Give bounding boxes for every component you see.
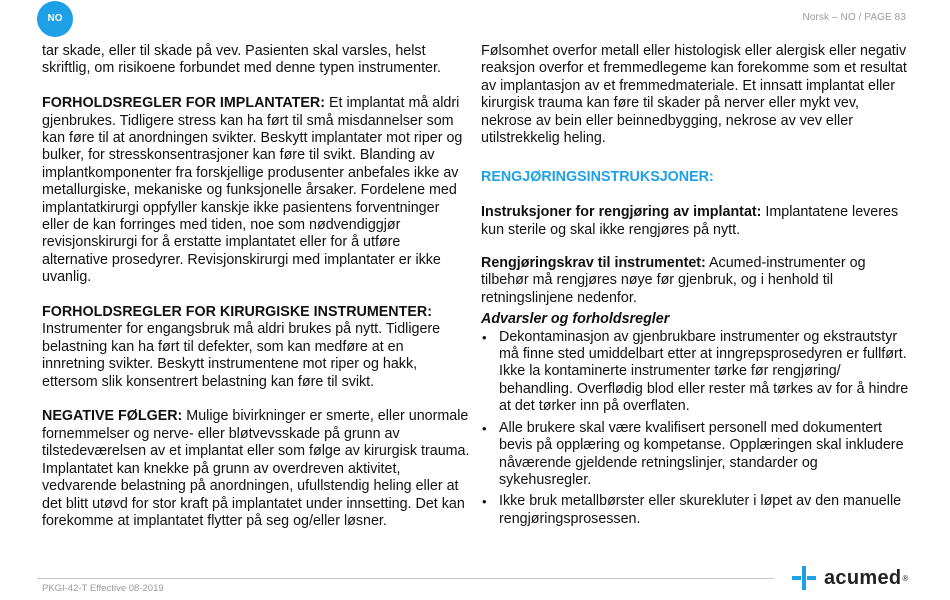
instruments-precautions-heading: FORHOLDSREGLER FOR KIRURGISKE INSTRUMENTER:: [42, 304, 432, 321]
list-item: [481, 493, 911, 528]
list-item: [481, 420, 911, 490]
left-column: [42, 43, 470, 530]
footer-divider: [37, 578, 774, 579]
registered-mark: ®: [902, 573, 909, 583]
acumed-logo: [792, 563, 908, 593]
logo-wordmark: acumed: [824, 566, 902, 589]
warnings-heading: Advarsler og forholdsregler: [481, 311, 670, 328]
instrument-cleaning-paragraph: [481, 255, 911, 307]
implants-precautions-body: Et implantat må aldri gjenbrukes. Tidligere stress kan ha ført til små misdannelser som kan føre til at anordningen svikter. Beskytt implantater mot riper og bulker, for stresskonsentrasjoner kan føre til svikt. Blanding av implantkomponenter fra forskjellige produsenter anbefales ikke av metallurgiske, mekaniske og funksjonelle årsaker. Fordelene med implantatkirurgi oppfyller kanskje ikke pasientens forventninger eller de kan forringes med tiden, noe som nødvendiggjør revisjonskirurgi for å erstatte implantatet eller for å utføre alternative prosedyrer. Revisjonskirurgi med implantater er ikke uvanlig.: [42, 95, 463, 286]
implants-precautions-paragraph: [42, 95, 470, 286]
warnings-list: [481, 329, 911, 528]
implant-cleaning-body: Implantatene leveres kun sterile og skal ikke rengjøres på nytt.: [481, 204, 899, 238]
instruments-precautions-body: Instrumenter for engangsbruk må aldri brukes på nytt. Tidligere belastning kan ha ført til defekter, som kan medføre at en innretning svikter. Beskytt instrumentene mot riper og hakk, ettersom slik konsentrert belastning kan føre til svikt.: [42, 321, 441, 390]
list-item-text: Alle brukere skal være kvalifisert personell med dokumentert bevis på opplæring og kompetanse. Opplæringen skal inkludere nåværende gjeldende retningslinjer, standarder og sykehusregler.: [499, 419, 904, 488]
list-item-text: Ikke bruk metallbørster eller skurekluter i løpet av den manuelle rengjøringsprosessen.: [499, 493, 902, 527]
document-code: PKGI-42-T Effective 08-2019: [42, 583, 164, 594]
plus-logo-icon: [792, 566, 816, 590]
bullet-icon: •: [482, 329, 487, 345]
implant-cleaning-paragraph: [481, 204, 911, 239]
right-column: [481, 43, 911, 532]
language-badge: NO: [37, 1, 73, 37]
page-reference: Norsk – NO / PAGE 83: [802, 12, 906, 23]
implant-cleaning-heading: Instruksjoner for rengjøring av implantat:: [481, 204, 762, 221]
list-item: [481, 329, 911, 416]
instruments-precautions-paragraph: [42, 304, 470, 391]
bullet-icon: •: [482, 420, 487, 436]
negative-effects-paragraph: [42, 408, 470, 530]
bullet-icon: •: [482, 494, 487, 510]
implants-precautions-heading: FORHOLDSREGLER FOR IMPLANTATER:: [42, 95, 326, 112]
negative-effects-body: Mulige bivirkninger er smerte, eller unormale fornemmelser og nerve- eller bløtvevsskade på grunn av tilstedeværelsen av et implantat eller som følge av kirurgisk trauma. Implantatet kan knekke på grunn av overdreven aktivitet, vedvarende belastning på anordningen, ufullstendig heling eller at det blitt utøvd for stor kraft på implantatet under innsetting. Det kan forekomme at implantatet flytter på seg og/eller løsner.: [42, 408, 470, 529]
instrument-cleaning-heading: Rengjøringskrav til instrumentet:: [481, 255, 706, 272]
list-item-text: Dekontaminasjon av gjenbrukbare instrumenter og ekstrautstyr må finne sted umiddelbart etter at inngrepsprosedyren er fullført. Ikke la kontaminerte instrumenter tørke før rengjøring/ behandling. Overflødig blod eller rester må tørkes av for å hindre at det tørker inn på overflaten.: [499, 328, 909, 415]
sensitivity-paragraph: Følsomhet overfor metall eller histologisk eller alergisk eller negativ reaksjon overfor et fremmedlegeme kan forekomme som et resultat av implantasjon av et fremmedmateriale. Et innsatt implantat eller kirurgisk trauma kan føre til skader på nerver eller mykt vev, nekrose av bein eller beinnedbygging, nekrose av vev eller utilstrekkelig heling.: [481, 43, 907, 147]
instrument-cleaning-body: Acumed-instrumenter og tilbehør må rengjøres nøye før gjenbruk, og i henhold til retningslinjene nedenfor.: [481, 255, 866, 306]
negative-effects-heading: NEGATIVE FØLGER:: [42, 408, 183, 425]
continuation-paragraph: tar skade, eller til skade på vev. Pasienten skal varsles, helst skriftlig, om risikoene forbundet med denne typen instrumenter.: [42, 43, 441, 77]
cleaning-instructions-heading: RENGJØRINGSINSTRUKSJONER:: [481, 169, 714, 186]
